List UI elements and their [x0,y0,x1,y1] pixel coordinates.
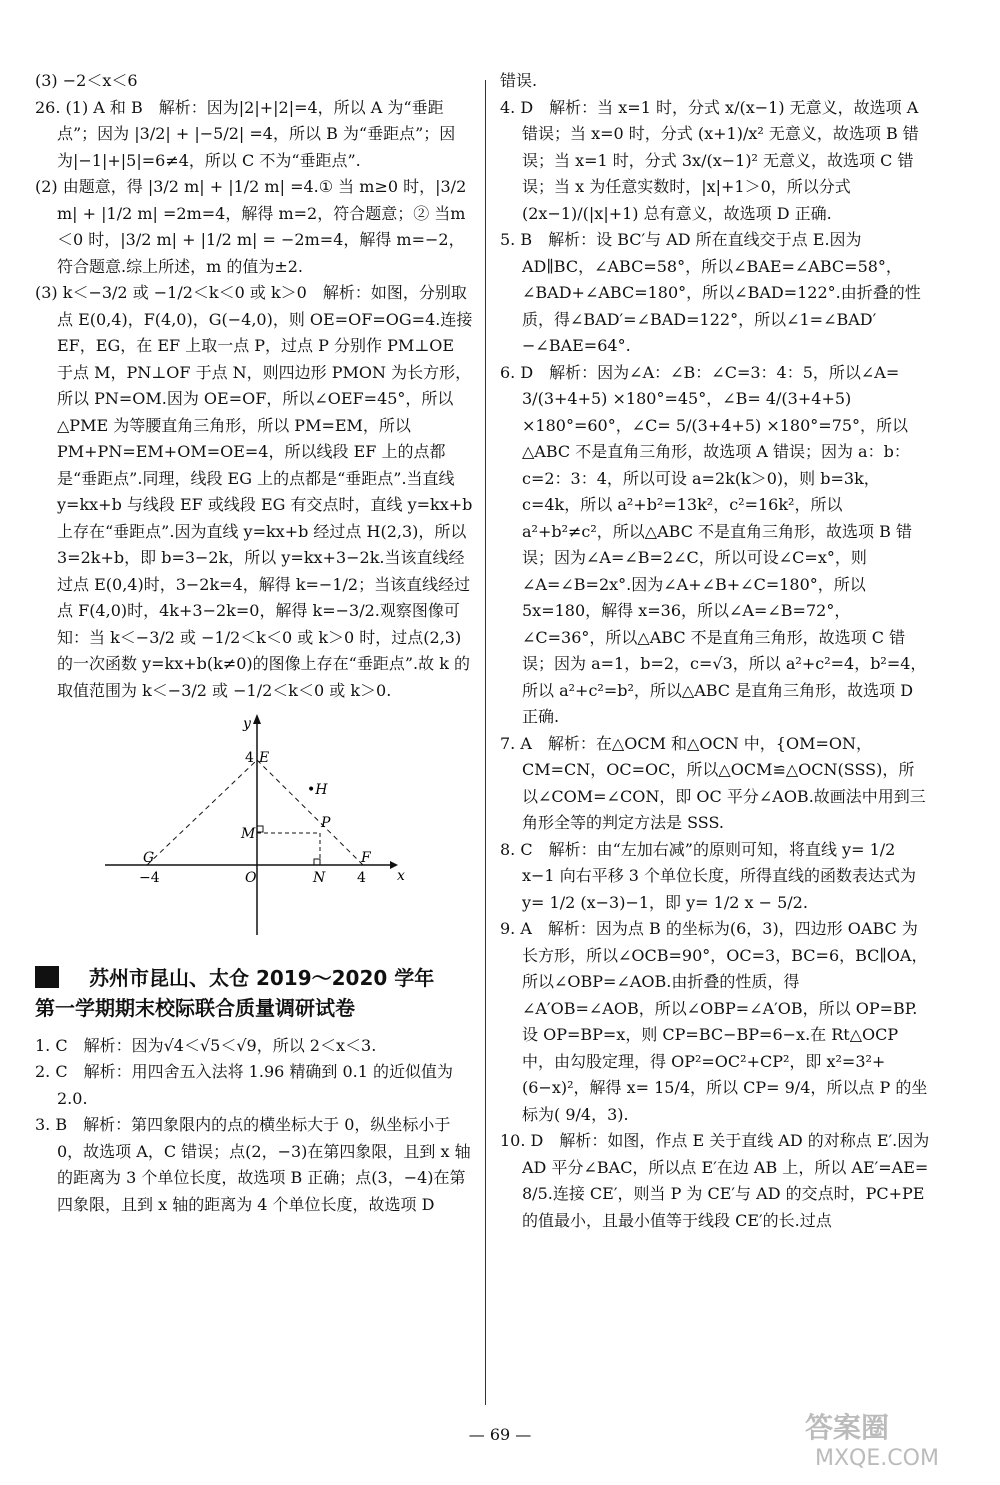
section-header [35,963,475,1023]
section-title-line2: 第一学期期末校际联合质量调研试卷 [35,995,355,1020]
label-M: M [241,826,256,842]
answer-8: 8. C 解析：由“左加右减”的原则可知，将直线 y= 1/2 x−1 向右平移 3 个单位长度，所得直线的函数表达式为 y= 1/2 (x−3)−1，即 y= 1/2 x − 5/2. [500,839,917,912]
answer-4: 4. D 解析：当 x=1 时，分式 x/(x−1) 无意义，故选项 A 错误；当 x=0 时，分式 (x+1)/x² 无意义，故选项 B 错误；当 x=1 时，分式 3x/(x−1)² 无意义，故选项 C 错误；当 x 为任意实数时，|x|+1＞0，所以分式 (2x−1)/(|x|+1) 总有意义，故选项 D 正确. [500,97,919,223]
answer-2: 2. C 解析：用四舍五入法将 1.96 精确到 0.1 的近似值为 2.0. [35,1062,454,1108]
answer-1: 1. C 解析：因为√4＜√5＜√9，所以 2＜x＜3. [35,1035,377,1055]
coordinate-figure [85,710,475,949]
answer-7: 7. A 解析：在△OCM 和△OCN 中，{OM=ON，CM=CN，OC=OC，所以△OCM≌△OCN(SSS)，所以∠COM=∠CON，即 OC 平分∠AOB.故画法中用到三角形全等的判定方法是 SSS. [500,733,926,832]
answer-26-2: (2) 由题意，得 |3/2 m| + |1/2 m| =4.① 当 m≥0 时，|3/2 m| + |1/2 m| =2m=4，解得 m=2，符合题意；② 当m＜0 时，|3/2 m| + |1/2 m| = −2m=4，解得 m=−2，符合题意.综上所述，m 的值为±2. [35,177,467,276]
column-divider [485,80,486,1405]
section-square-icon [35,966,59,988]
answer-26-3: (3) k＜−3/2 或 −1/2＜k＜0 或 k＞0 解析：如图，分别取点 E(0,4)，F(4,0)，G(−4,0)，则 OE=OF=OG=4.连接 EF，EG，在 EF 上取一点 P，过点 P 分别作 PM⊥OE 于点 M，PN⊥OF 于点 N，则四边形 PMON 为长方形，所以 PN=OM.因为 OE=OF，所以∠OEF=45°，所以△PME 为等腰直角三角形，所以 PM=EM，所以 PM+PN=EM+OM=OE=4，所以线段 EF 上的点都是“垂距点”.同理，线段 EG 上的点都是“垂距点”.当直线 y=kx+b 与线段 EF 或线段 EG 有交点时，直线 y=kx+b 上存在“垂距点”.因为直线 y=kx+b 经过点 H(2,3)，所以 3=2k+b，即 b=3−2k，所以 y=kx+3−2k.当该直线经过点 E(0,4)时，3−2k=4，解得 k=−1/2；当该直线经过点 F(4,0)时，4k+3−2k=0，解得 k=−3/2.观察图像可知：当 k＜−3/2 或 −1/2＜k＜0 或 k＞0 时，过点(2,3)的一次函数 y=kx+b(k≠0)的图像上存在“垂距点”.故 k 的取值范围为 k＜−3/2 或 −1/2＜k＜0 或 k＞0. [35,283,473,700]
label-neg4: −4 [139,870,160,886]
answer-9: 9. A 解析：因为点 B 的坐标为(6，3)，四边形 OABC 为长方形，所以∠OCB=90°，OC=3，BC=6，BC∥OA，所以∠OBP=∠AOB.由折叠的性质，得∠A′OB=∠AOB，所以∠OBP=∠A′OB，所以 OP=BP.设 OP=BP=x，则 CP=BC−BP=6−x.在 Rt△OCP 中，由勾股定理，得 OP²=OC²+CP²，即 x²=3²+(6−x)²，解得 x= 15/4，所以 CP= 9/4，所以点 P 的坐标为( 9/4，3). [500,919,928,1124]
answer-3-cont: 错误. [500,71,538,90]
coordinate-diagram [85,710,405,940]
watermark-text-cn: 答案圈 [805,1411,890,1444]
answer-6: 6. D 解析：因为∠A：∠B：∠C=3：4：5，所以∠A= 3/(3+4+5) ×180°=45°，∠B= 4/(3+4+5) ×180°=60°，∠C= 5/(3+4+5) ×180°=75°，所以△ABC 不是直角三角形，故选项 A 错误；因为 a：b：c=2：3：4，所以可设 a=2k(k＞0)，则 b=3k，c=4k，所以 a²+b²=13k²，c²=16k²，所以 a²+b²≠c²，所以△ABC 不是直角三角形，故选项 B 错误；因为∠A=∠B=2∠C，所以可设∠C=x°，则∠A=∠B=2x°.因为∠A+∠B+∠C=180°，所以 5x=180，解得 x=36，所以∠A=∠B=72°，∠C=36°，所以△ABC 不是直角三角形，故选项 C 错误；因为 a=1，b=2，c=√3，所以 a²+c²=4，b²=4，所以 a²+c²=b²，所以△ABC 是直角三角形，故选项 D 正确. [500,362,927,726]
right-angle-N [314,859,320,865]
answer-25-3: (3) −2＜x＜6 [35,71,138,90]
page-number: — 69 — [468,1425,532,1444]
label-4x: 4 [357,870,366,886]
segment-EF [257,760,363,865]
segment-EG [147,760,257,865]
section-title-line1: 苏州市昆山、太仓 2019～2020 学年 [35,963,475,993]
answer-10: 10. D 解析：如图，作点 E 关于直线 AD 的对称点 E′.因为 AD 平分∠BAC，所以点 E′在边 AB 上，所以 AE′=AE= 8/5.连接 CE′，则当 P 为 CE′与 AD 的交点时，PC+PE 的值最小，且最小值等于线段 CE′的长.过点 [500,1131,930,1230]
label-O: O [245,870,257,886]
label-F: F [361,850,371,866]
y-axis-arrow [253,714,261,724]
answer-5: 5. B 解析：设 BC′与 AD 所在直线交于点 E.因为 AD∥BC，∠ABC=58°，所以∠BAE=∠ABC=58°，∠BAD+∠ABC=180°，所以∠BAD=122°.由折叠的性质，得∠BAD′=∠BAD=122°，所以∠1=∠BAD′−∠BAE=64°. [500,230,921,355]
label-y: y [243,716,251,732]
label-E: E [259,750,270,766]
answer-26-1: 26. (1) A 和 B 解析：因为|2|+|2|=4，所以 A 为“垂距点”；因为 |3/2| + |−5/2| =4，所以 B 为“垂距点”；因为|−1|+|5|=6≠4，所以 C 不为“垂距点”. [35,97,456,170]
label-H: •H [307,782,328,798]
label-P: P [321,815,331,831]
label-G: G [143,850,155,866]
watermark-text-url: MXQE.COM [815,1446,939,1471]
label-4y: 4 [245,750,254,766]
right-angle-M [257,826,263,832]
label-x: x [397,868,405,884]
right-column [500,68,930,1234]
label-N: N [313,870,326,886]
watermark-logo [775,1403,975,1473]
left-column [35,68,475,1218]
answer-3: 3. B 解析：第四象限内的点的横坐标大于 0，纵坐标小于 0，故选项 A，C 错误；点(2，−3)在第四象限，且到 x 轴的距离为 3 个单位长度，故选项 B 正确；点(3，−4)在第四象限，且到 x 轴的距离为 4 个单位长度，故选项 D [35,1115,471,1214]
